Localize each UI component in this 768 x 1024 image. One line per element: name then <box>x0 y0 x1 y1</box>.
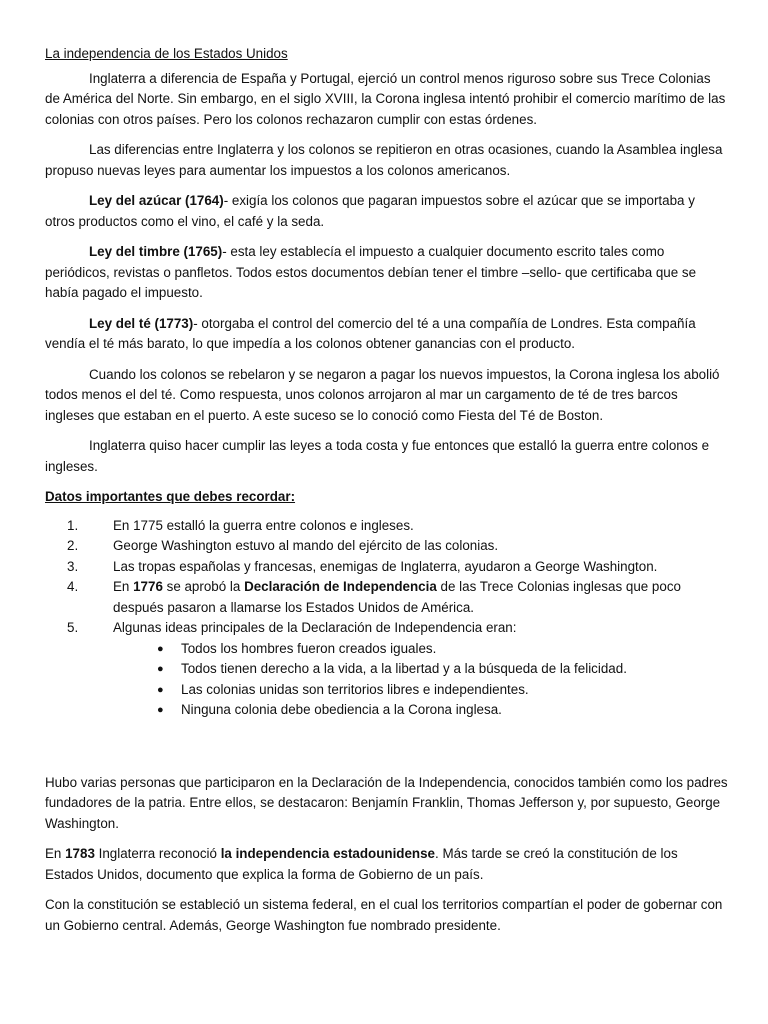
ley-te-text: - otorgaba el control del comercio del té a una compañía de Londres. Esta compañía vendía el té más barato, lo que impedía a los colonos obtener ganancias con el producto. <box>45 315 696 351</box>
list-item-text: En 1775 estalló la guerra entre colonos e ingleses. <box>113 517 414 533</box>
paragraph-boston-tea-party: Cuando los colonos se rebelaron y se negaron a pagar los nuevos impuestos, la Corona inglesa los abolió todos menos el del té. Como respuesta, unos colonos arrojaron al mar un cargamento de té de tres barcos ingleses que estaban en el puerto. A este suceso se lo conoció como Fiesta del Té de Boston. <box>45 366 720 423</box>
paragraph-ley-azucar <box>45 191 728 232</box>
list-number: 3. <box>67 558 79 574</box>
document-title: La independencia de los Estados Unidos <box>45 46 288 61</box>
bullet-icon: ● <box>157 683 164 696</box>
bullet-icon: ● <box>157 663 164 675</box>
list-item-text: George Washington estuvo al mando del ejército de las colonias. <box>113 538 499 553</box>
declaration-term: Declaración de Independencia <box>244 579 437 594</box>
paragraph-1783 <box>45 844 728 885</box>
paragraph-text: Inglaterra reconoció <box>94 846 221 861</box>
paragraph-differences: Las diferencias entre Inglaterra y los colonos se repitieron en otras ocasiones, cuando la Asamblea inglesa propuso nuevas leyes para aumentar los impuestos a los colonos americanos. <box>45 142 723 178</box>
paragraph-text: En <box>45 846 66 861</box>
list-item-text: Las tropas españolas y francesas, enemigas de Inglaterra, ayudaron a George Washington. <box>113 558 658 574</box>
bullet-icon: ● <box>157 642 164 655</box>
bullet-item <box>157 659 728 680</box>
list-item <box>45 557 728 578</box>
bullet-icon: ● <box>157 704 164 716</box>
paragraph-constitution: Con la constitución se estableció un sistema federal, en el cual los territorios compartían el poder de gobernar con un Gobierno central. Además, George Washington fue nombrado presidente. <box>45 897 723 933</box>
paragraph-war: Inglaterra quiso hacer cumplir las leyes a toda costa y fue entonces que estalló la guerra entre colonos e ingleses. <box>45 438 710 474</box>
list-item-text: En <box>113 579 134 594</box>
section-title-datos: Datos importantes que debes recordar: <box>45 489 296 504</box>
year-1776: 1776 <box>133 579 163 594</box>
blank-space <box>45 721 728 773</box>
bullet-text: Todos tienen derecho a la vida, a la libertad y a la búsqueda de la felicidad. <box>181 661 627 676</box>
paragraph-ley-timbre <box>45 242 728 304</box>
list-number: 2. <box>67 538 79 553</box>
ley-azucar-label: Ley del azúcar (1764) <box>89 193 224 208</box>
list-item-text: de las Trece Colonias inglesas que poco después pasaron a llamarse los Estados Unidos de América. <box>113 579 681 615</box>
ley-timbre-label: Ley del timbre (1765) <box>89 244 223 259</box>
list-item-text: se aprobó la <box>162 579 245 594</box>
independence-term: la independencia estadounidense <box>220 846 436 861</box>
list-number: 5. <box>67 620 79 635</box>
ideas-list <box>113 639 728 721</box>
facts-list <box>45 516 728 721</box>
paragraph-ley-te <box>45 314 728 355</box>
bullet-text: Las colonias unidas son territorios libres e independientes. <box>181 681 529 697</box>
bullet-text: Ninguna colonia debe obediencia a la Corona inglesa. <box>181 702 502 717</box>
year-1783: 1783 <box>65 846 95 861</box>
list-item-text: Algunas ideas principales de la Declaración de Independencia eran: <box>113 620 517 635</box>
bullet-item <box>157 639 728 660</box>
list-number: 1. <box>67 517 79 533</box>
list-item <box>45 536 728 557</box>
list-item <box>45 516 728 537</box>
bullet-item <box>157 700 728 721</box>
list-item <box>45 618 728 721</box>
ley-te-label: Ley del té (1773) <box>89 315 194 331</box>
paragraph-intro: Inglaterra a diferencia de España y Portugal, ejerció un control menos riguroso sobre sus Trece Colonias de América del Norte. Sin embargo, en el siglo XVIII, la Corona inglesa intentó prohibir el comercio marítimo de las colonias con otros países. Pero los colonos rechazaron cumplir con estas órdenes. <box>45 70 726 127</box>
paragraph-text: . Más tarde se creó la constitución de los Estados Unidos, documento que explica la forma de Gobierno de un país. <box>45 846 678 882</box>
bullet-item <box>157 680 728 701</box>
ley-azucar-text: - exigía los colonos que pagaran impuestos sobre el azúcar que se importaba y otros productos como el vino, el café y la seda. <box>45 193 695 229</box>
list-item <box>45 577 728 618</box>
paragraph-founders: Hubo varias personas que participaron en la Declaración de la Independencia, conocidos también como los padres fundadores de la patria. Entre ellos, se destacaron: Benjamín Franklin, Thomas Jefferson y, por supuesto, George Washington. <box>45 774 728 831</box>
bullet-text: Todos los hombres fueron creados iguales. <box>181 640 437 656</box>
ley-timbre-text: - esta ley establecía el impuesto a cualquier documento escrito tales como periódicos, revistas o panfletos. Todos estos documentos debían tener el timbre –sello- que certificaba que se había pagado el impuesto. <box>45 244 697 300</box>
list-number: 4. <box>67 579 79 594</box>
